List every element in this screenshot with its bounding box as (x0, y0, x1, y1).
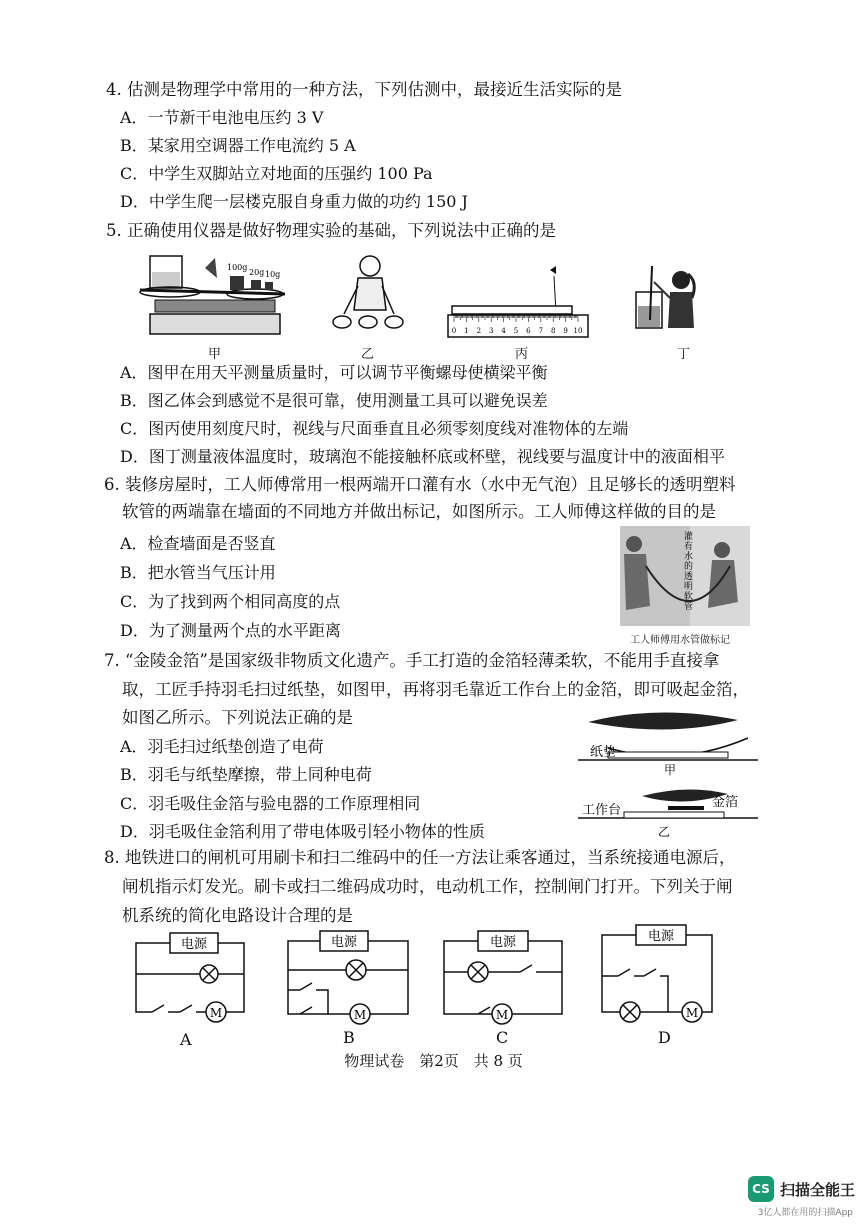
q5-option-d: D．图丁测量液体温度时，玻璃泡不能接触杯底或杯壁，视线要与温度计中的液面相平 (120, 447, 725, 466)
photo-hose-label: 灌有水的透明软管 (684, 532, 694, 612)
q4-option-b: B．某家用空调器工作电流约 5 A (120, 136, 356, 155)
hand-water-figure (328, 252, 408, 334)
q6-option-b: B．把水管当气压计用 (120, 563, 276, 582)
watermark-name: 扫描全能王 (779, 1180, 855, 1199)
wire-b-right (368, 941, 408, 1014)
fig-jia-caption: 甲 (664, 763, 677, 777)
power-label-b: 电源 (330, 935, 358, 950)
worktable-top (624, 812, 724, 818)
circuit-c (438, 928, 568, 1028)
worker-left-body (624, 554, 650, 610)
circuit-a (130, 930, 250, 1030)
watermark-subtitle: 3亿人都在用的扫描App (757, 1208, 853, 1218)
camscanner-logo-icon: CS (748, 1176, 774, 1202)
switch-a-1 (152, 1005, 164, 1012)
circuit-label-b: B (343, 1028, 355, 1047)
motor-label-c: M (495, 1008, 509, 1022)
worktable-label: 工作台 (582, 803, 622, 818)
q6-stem-line2: 软管的两端靠在墙面的不同地方并做出标记，如图所示。工人师傅这样做的目的是 (122, 502, 716, 521)
switch-d-1 (618, 969, 630, 976)
head-shape (360, 256, 380, 276)
motor-label-d: M (685, 1006, 699, 1020)
worker-right-head (714, 542, 730, 558)
wire-a-left (136, 943, 170, 1012)
body-shape (354, 278, 386, 310)
circuit-label-c: C (496, 1028, 509, 1047)
weight-label-100g: 100g (227, 263, 248, 272)
eye-icon (550, 266, 556, 274)
ruler-number: 6 (526, 327, 531, 335)
paper-pad (608, 752, 728, 758)
ruler-number: 4 (501, 327, 506, 335)
q4-option-d: D．中学生爬一层楼克服自身重力做的功约 150 J (120, 192, 468, 211)
q5-label-yi: 乙 (361, 347, 375, 362)
basin-middle (359, 316, 377, 328)
pointer-shape (205, 258, 217, 278)
balance-base-rail (155, 300, 275, 312)
power-label-c: 电源 (489, 935, 517, 950)
scanner-watermark (748, 1176, 855, 1202)
ruler-number: 2 (476, 327, 482, 335)
ruler-number: 7 (538, 327, 544, 335)
circuit-label-d: D (658, 1028, 671, 1047)
ruler-number: 8 (550, 327, 556, 335)
ruler-figure (446, 262, 591, 342)
q6-option-d: D．为了测量两个点的水平距离 (120, 621, 341, 640)
switch-a-2 (180, 1005, 192, 1012)
motor-label-b: M (353, 1008, 367, 1022)
circuit-b (284, 928, 414, 1028)
circuit-d (596, 922, 721, 1022)
wire-d-left (602, 935, 636, 1012)
q5-label-jia: 甲 (208, 347, 222, 362)
q5-label-ding: 丁 (677, 347, 691, 362)
ruler-number: 9 (563, 327, 568, 335)
worker-left-head (626, 536, 642, 552)
feather-pad-figure (578, 708, 758, 778)
q6-option-c: C．为了找到两个相同高度的点 (120, 592, 341, 611)
q5-option-b: B．图乙体会到感觉不是很可靠，使用测量工具可以避免误差 (120, 391, 548, 410)
feather-foil-figure (578, 784, 758, 844)
girl-body (668, 292, 694, 328)
wire-c-right (512, 941, 562, 1014)
wire-d-sw-right (660, 976, 668, 1012)
gold-foil-label: 金箔 (712, 795, 739, 810)
balance-base (150, 314, 280, 334)
ruler-number: 10 (573, 327, 583, 335)
switch-c-2 (478, 1007, 490, 1014)
basin-right (385, 316, 403, 328)
paper-pad-label: 纸垫 (590, 745, 617, 760)
beaker-liquid (152, 272, 180, 287)
q8-stem-line2: 闸机指示灯发光。刷卡或扫二维码成功时，电动机工作，控制闸门打开。下列关于闸 (122, 877, 733, 896)
thermometer-figure (632, 262, 712, 334)
switch-c-1 (520, 965, 532, 972)
feather-shape (588, 712, 738, 729)
motor-label-a: M (209, 1006, 223, 1020)
switch-b-1 (300, 983, 312, 990)
q5-option-a: A．图甲在用天平测量质量时，可以调节平衡螺母使横梁平衡 (120, 363, 548, 382)
q7-stem-line2: 取，工匠手持羽毛扫过纸垫，如图甲，再将羽毛靠近工作台上的金箔，即可吸起金箔， (122, 680, 749, 699)
q7-option-c: C．羽毛吸住金箔与验电器的工作原理相同 (120, 794, 421, 813)
q6-option-a: A．检查墙面是否竖直 (120, 534, 276, 553)
power-label-a: 电源 (180, 937, 208, 952)
q6-stem-line1: 6. 装修房屋时，工人师傅常用一根两端开口灌有水（水中无气泡）且足够长的透明塑料 (104, 475, 736, 494)
fig-yi-caption: 乙 (658, 825, 671, 839)
weight-label-10g: 10g (265, 270, 281, 279)
cup-liquid (638, 306, 660, 327)
weight-10g (265, 282, 273, 290)
wire-a-right (218, 943, 244, 1012)
wire-b-left (288, 941, 350, 1014)
circuit-label-a: A (180, 1030, 192, 1049)
q7-option-d: D．羽毛吸住金箔利用了带电体吸引轻小物体的性质 (120, 822, 485, 841)
switch-b-2 (300, 1007, 312, 1014)
power-label-d: 电源 (647, 929, 675, 944)
balance-figure (135, 248, 295, 343)
q8-stem-line1: 8. 地铁进口的闸机可用刷卡和扫二维码中的任一方法让乘客通过，当系统接通电源后， (104, 848, 736, 867)
ruler-number: 5 (513, 327, 519, 335)
wire-b-sw1-right (316, 990, 328, 1014)
ruler-number: 1 (464, 327, 469, 335)
ruler-number: 3 (488, 327, 494, 335)
weight-100g (230, 276, 244, 290)
wire-d-right (686, 935, 712, 1012)
ruler-number: 0 (451, 327, 457, 335)
q4-option-c: C．中学生双脚站立对地面的压强约 100 Pa (120, 164, 433, 183)
q5-stem: 5. 正确使用仪器是做好物理实验的基础，下列说法中正确的是 (106, 221, 556, 240)
weight-label-20g: 20g (249, 268, 265, 277)
q7-option-a: A．羽毛扫过纸垫创造了电荷 (120, 737, 324, 756)
switch-d-2 (644, 969, 656, 976)
q8-stem-line3: 机系统的简化电路设计合理的是 (122, 906, 353, 925)
q7-stem-line3: 如图乙所示。下列说法正确的是 (122, 708, 353, 727)
q7-option-b: B．羽毛与纸垫摩擦，带上同种电荷 (120, 765, 372, 784)
weight-20g (251, 280, 261, 290)
gold-foil (668, 806, 704, 810)
page-footer: 物理试卷 第2页 共 8 页 (344, 1052, 523, 1070)
q5-option-c: C．图丙使用刻度尺时，视线与尺面垂直且必须零刻度线对准物体的左端 (120, 419, 629, 438)
balance-beam (140, 290, 285, 294)
q4-option-a: A．一节新干电池电压约 3 V (120, 108, 324, 127)
q6-photo-caption: 工人师傅用水管做标记 (630, 635, 730, 646)
q4-stem: 4. 估测是物理学中常用的一种方法，下列估测中，最接近生活实际的是 (106, 80, 622, 99)
worker-right-body (708, 560, 738, 608)
q5-label-bing: 丙 (515, 347, 529, 362)
basin-left (333, 316, 351, 328)
measured-object (452, 306, 572, 314)
girl-head (672, 271, 690, 289)
worker-photo (620, 526, 750, 626)
q7-stem-line1: 7. “金陵金箔”是国家级非物质文化遗产。手工打造的金箔轻薄柔软，不能用手直接拿 (104, 651, 720, 670)
